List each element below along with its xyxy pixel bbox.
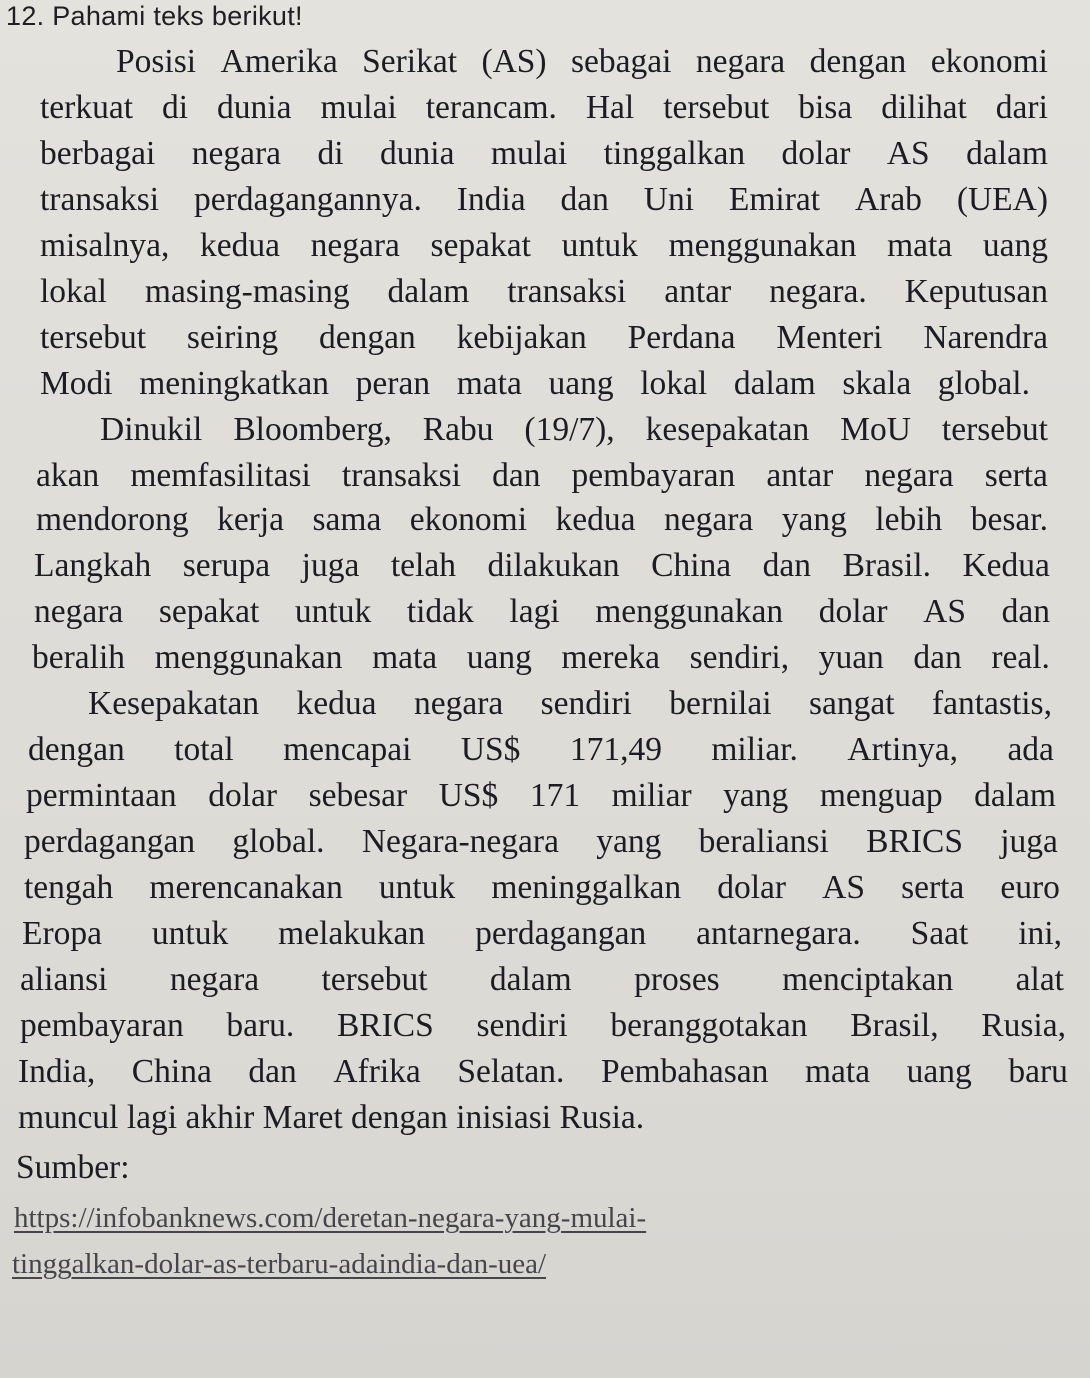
passage-line: tengah merencanakan untuk meninggalkan dolar AS serta euro <box>24 869 1060 906</box>
passage-line: permintaan dolar sebesar US$ 171 miliar yang menguap dalam <box>26 777 1056 814</box>
passage-line: muncul lagi akhir Maret dengan inisiasi Rusia. <box>18 1099 645 1136</box>
passage-line: Dinukil Bloomberg, Rabu (19/7), kesepakatan MoU tersebut <box>100 411 1048 448</box>
source-label: Sumber: <box>16 1149 130 1186</box>
passage-line: mendorong kerja sama ekonomi kedua negara yang lebih besar. <box>36 501 1048 538</box>
passage-line: India, China dan Afrika Selatan. Pembahasan mata uang baru <box>18 1053 1068 1090</box>
passage-line: Kesepakatan kedua negara sendiri bernilai sangat fantastis, <box>88 685 1052 722</box>
question-header: 12. Pahami teks berikut! <box>6 1 303 31</box>
passage-line: misalnya, kedua negara sepakat untuk menggunakan mata uang <box>40 227 1048 264</box>
passage-line: berbagai negara di dunia mulai tinggalkan dolar AS dalam <box>40 135 1048 172</box>
passage-line: terkuat di dunia mulai terancam. Hal tersebut bisa dilihat dari <box>40 89 1048 126</box>
source-link[interactable]: https://infobanknews.com/deretan-negara-yang-mulai- <box>14 1202 647 1234</box>
passage-line: Posisi Amerika Serikat (AS) sebagai negara dengan ekonomi <box>116 43 1048 80</box>
passage-line: beralih menggunakan mata uang mereka sendiri, yuan dan real. <box>32 639 1050 676</box>
source-link-continued[interactable]: tinggalkan-dolar-as-terbaru-adaindia-dan-uea/ <box>12 1248 547 1280</box>
passage-line: aliansi negara tersebut dalam proses menciptakan alat <box>20 961 1064 998</box>
passage-line: dengan total mencapai US$ 171,49 miliar. Artinya, ada <box>28 731 1054 768</box>
passage-line: perdagangan global. Negara-negara yang beraliansi BRICS juga <box>24 823 1058 860</box>
passage-line: pembayaran baru. BRICS sendiri beranggotakan Brasil, Rusia, <box>20 1007 1066 1044</box>
passage-line: lokal masing-masing dalam transaksi antar negara. Keputusan <box>40 273 1048 310</box>
passage-line: Langkah serupa juga telah dilakukan China dan Brasil. Kedua <box>34 547 1050 584</box>
passage-line: negara sepakat untuk tidak lagi menggunakan dolar AS dan <box>34 593 1050 630</box>
passage-line: transaksi perdagangannya. India dan Uni Emirat Arab (UEA) <box>40 181 1048 218</box>
passage-line: Eropa untuk melakukan perdagangan antarnegara. Saat ini, <box>22 915 1062 952</box>
passage-line: akan memfasilitasi transaksi dan pembayaran antar negara serta <box>36 457 1048 494</box>
passage-line: tersebut seiring dengan kebijakan Perdana Menteri Narendra <box>40 319 1048 356</box>
passage-line: Modi meningkatkan peran mata uang lokal dalam skala global. <box>40 365 1030 402</box>
